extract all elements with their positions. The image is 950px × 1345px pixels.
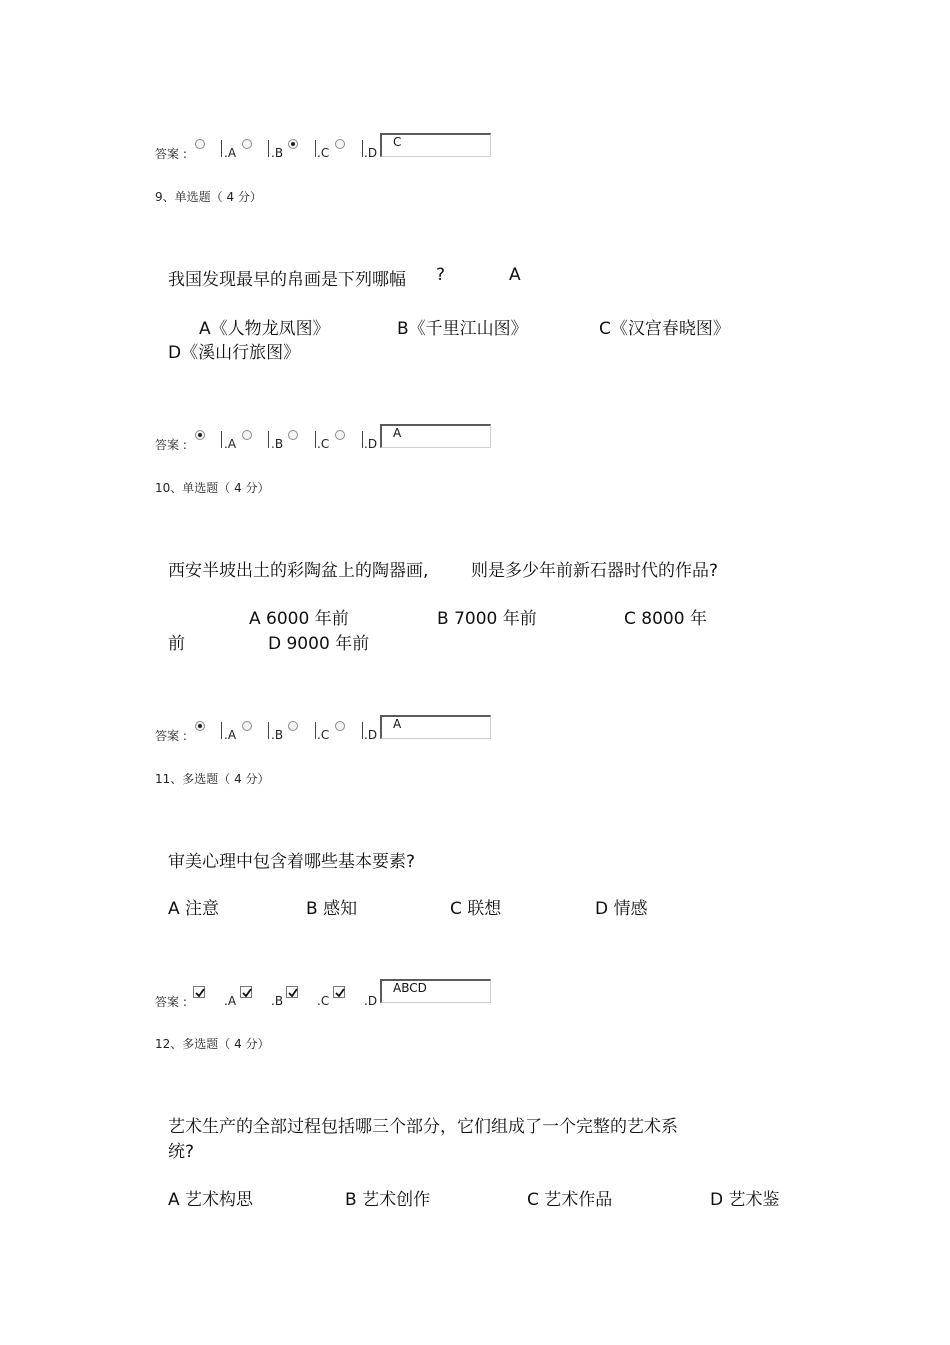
divider bbox=[362, 722, 363, 739]
option-label-c: .C bbox=[317, 994, 330, 1008]
answer-field[interactable]: A bbox=[380, 424, 491, 448]
divider bbox=[315, 431, 316, 448]
divider bbox=[268, 722, 269, 739]
answer-field[interactable]: ABCD bbox=[380, 979, 491, 1003]
divider bbox=[221, 140, 222, 157]
answer-field[interactable]: C bbox=[380, 133, 491, 157]
option-a-text: A 艺术构思 bbox=[168, 1190, 254, 1210]
option-d-text: D 情感 bbox=[595, 899, 648, 919]
option-label-a: .A bbox=[224, 146, 237, 160]
option-b-text: B 7000 年前 bbox=[437, 609, 537, 629]
divider bbox=[221, 431, 222, 448]
question-header: 12、多选题（ 4 分） bbox=[155, 1037, 270, 1051]
option-b-text: B 感知 bbox=[306, 899, 358, 919]
checkbox-option-d[interactable] bbox=[333, 986, 345, 998]
option-label-b: .B bbox=[271, 728, 284, 742]
answer-label: 答案 : bbox=[155, 729, 187, 743]
checkmark-icon bbox=[194, 987, 206, 999]
option-b-text: B 艺术创作 bbox=[345, 1190, 431, 1210]
divider bbox=[315, 140, 316, 157]
option-label-d: .D bbox=[364, 994, 378, 1008]
question-text: 我国发现最早的帛画是下列哪幅 bbox=[168, 270, 406, 290]
radio-option-a[interactable] bbox=[195, 430, 205, 440]
radio-option-b[interactable] bbox=[242, 721, 252, 731]
option-label-d: .D bbox=[364, 146, 378, 160]
option-label-c: .C bbox=[317, 728, 330, 742]
radio-option-c[interactable] bbox=[288, 430, 298, 440]
radio-option-b[interactable] bbox=[242, 139, 252, 149]
option-label-a: .A bbox=[224, 437, 237, 451]
option-label-b: .B bbox=[271, 994, 284, 1008]
checkbox-option-b[interactable] bbox=[240, 986, 252, 998]
option-label-b: .B bbox=[271, 146, 284, 160]
question-text: 审美心理中包含着哪些基本要素? bbox=[168, 852, 416, 872]
option-c-text: C 8000 年 bbox=[624, 609, 707, 629]
option-a-text: A《人物龙凤图》 bbox=[199, 319, 330, 339]
option-c-text: C 联想 bbox=[450, 899, 502, 919]
question-header: 11、多选题（ 4 分） bbox=[155, 772, 270, 786]
radio-option-d[interactable] bbox=[335, 139, 345, 149]
option-d-text: D 艺术鉴 bbox=[710, 1190, 780, 1210]
option-label-d: .D bbox=[364, 437, 378, 451]
radio-option-a[interactable] bbox=[195, 721, 205, 731]
option-label-a: .A bbox=[224, 994, 237, 1008]
divider bbox=[268, 140, 269, 157]
radio-option-b[interactable] bbox=[242, 430, 252, 440]
radio-option-c[interactable] bbox=[288, 139, 298, 149]
question-text-line1: 艺术生产的全部过程包括哪三个部分，它们组成了一个完整的艺术系 bbox=[168, 1117, 678, 1137]
option-label-b: .B bbox=[271, 437, 284, 451]
divider bbox=[268, 431, 269, 448]
answer-label: 答案 : bbox=[155, 995, 187, 1009]
radio-option-d[interactable] bbox=[335, 721, 345, 731]
question-text-part2: 则是多少年前新石器时代的作品? bbox=[471, 561, 719, 581]
option-b-text: B《千里江山图》 bbox=[397, 319, 528, 339]
option-d-text: D 9000 年前 bbox=[268, 634, 370, 654]
question-header: 9、单选题（ 4 分） bbox=[155, 190, 262, 204]
answer-label: 答案 : bbox=[155, 438, 187, 452]
checkmark-icon bbox=[241, 987, 253, 999]
question-mark: ? bbox=[436, 265, 446, 285]
option-a-text: A 6000 年前 bbox=[249, 609, 349, 629]
radio-option-a[interactable] bbox=[195, 139, 205, 149]
option-c-text: C 艺术作品 bbox=[527, 1190, 613, 1210]
divider bbox=[362, 431, 363, 448]
question-text-part1: 西安半坡出土的彩陶盆上的陶器画, bbox=[168, 561, 429, 581]
divider bbox=[221, 722, 222, 739]
option-label-c: .C bbox=[317, 146, 330, 160]
option-d-text: D《溪山行旅图》 bbox=[168, 343, 301, 363]
option-c-text-wrap: 前 bbox=[168, 634, 185, 654]
checkmark-icon bbox=[334, 987, 346, 999]
question-header: 10、单选题（ 4 分） bbox=[155, 481, 270, 495]
radio-option-d[interactable] bbox=[335, 430, 345, 440]
checkmark-icon bbox=[287, 987, 299, 999]
option-label-a: .A bbox=[224, 728, 237, 742]
checkbox-option-c[interactable] bbox=[286, 986, 298, 998]
option-label-c: .C bbox=[317, 437, 330, 451]
inline-answer: A bbox=[509, 265, 521, 285]
divider bbox=[315, 722, 316, 739]
option-c-text: C《汉宫春晓图》 bbox=[599, 319, 730, 339]
radio-option-c[interactable] bbox=[288, 721, 298, 731]
divider bbox=[362, 140, 363, 157]
answer-field[interactable]: A bbox=[380, 715, 491, 739]
option-a-text: A 注意 bbox=[168, 899, 220, 919]
checkbox-option-a[interactable] bbox=[193, 986, 205, 998]
answer-label: 答案 : bbox=[155, 147, 187, 161]
option-label-d: .D bbox=[364, 728, 378, 742]
question-text-line2: 统? bbox=[168, 1142, 195, 1162]
